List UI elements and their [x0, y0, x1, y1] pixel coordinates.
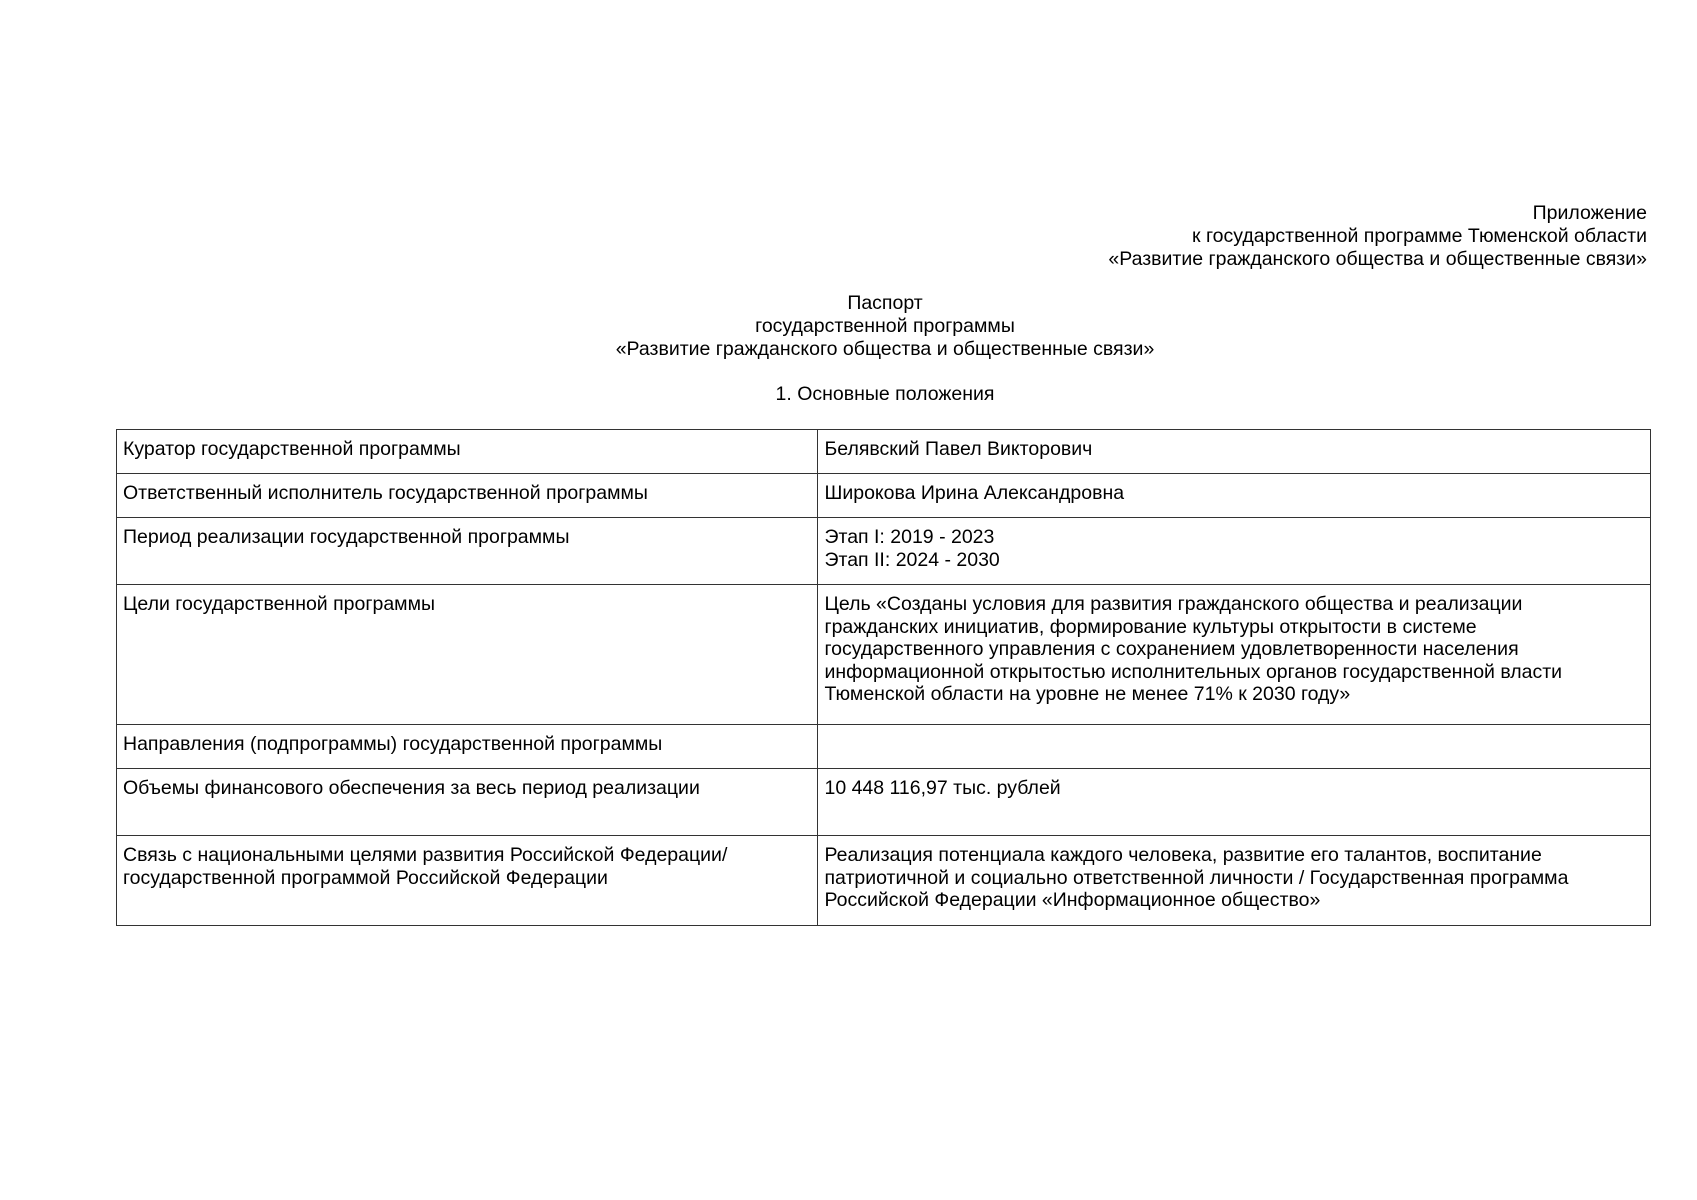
value-line: Цель «Созданы условия для развития гражданского общества и реализации	[824, 593, 1523, 615]
table-row	[117, 474, 1651, 518]
value-line: государственного управления с сохранением удовлетворенности населения	[824, 638, 1519, 660]
row-label-cell	[117, 769, 818, 836]
value-line: Реализация потенциала каждого человека, развитие его талантов, воспитание	[824, 844, 1542, 866]
appendix-line: к государственной программе Тюменской области	[1192, 225, 1647, 247]
label-line: Цели государственной программы	[123, 593, 435, 615]
row-value-cell	[818, 474, 1651, 518]
appendix-header	[1108, 202, 1647, 271]
value-line: гражданских инициатив, формирование культуры открытости в системе	[824, 615, 1477, 638]
row-label-cell	[117, 518, 818, 585]
table-row	[117, 430, 1651, 474]
label-line: Ответственный исполнитель государственной программы	[123, 482, 648, 504]
row-value-cell	[818, 518, 1651, 585]
value-line: Широкова Ирина Александровна	[824, 482, 1125, 504]
table-row	[117, 585, 1651, 725]
appendix-line: «Развитие гражданского общества и общественные связи»	[1108, 248, 1647, 270]
table-row	[117, 836, 1651, 926]
row-value-cell	[818, 769, 1651, 836]
label-line: Объемы финансового обеспечения за весь период реализации	[123, 777, 700, 799]
row-value-cell	[818, 725, 1651, 769]
value-line: Российской Федерации «Информационное общество»	[824, 889, 1321, 911]
row-label-cell	[117, 430, 818, 474]
label-line: Направления (подпрограммы) государственной программы	[123, 733, 663, 755]
value-line: патриотичной и социально ответственной личности / Государственная программа	[824, 866, 1569, 889]
row-value-cell	[818, 836, 1651, 926]
table-row	[117, 769, 1651, 836]
value-line: Белявский Павел Викторович	[824, 438, 1093, 460]
value-line: Тюменской области на уровне не менее 71% к 2030 году»	[824, 683, 1351, 705]
value-line: 10 448 116,97 тыс. рублей	[824, 777, 1061, 799]
appendix-line: Приложение	[1532, 202, 1647, 224]
section-title: 1. Основные положения	[775, 383, 995, 405]
label-line: Связь с национальными целями развития Российской Федерации/	[123, 844, 728, 866]
label-line: государственной программой Российской Федерации	[123, 866, 608, 889]
title-line: Паспорт	[847, 292, 923, 314]
title-line: государственной программы	[755, 315, 1015, 337]
value-line: Этап II: 2024 - 2030	[824, 548, 1000, 571]
table-row	[117, 725, 1651, 769]
row-value-cell	[818, 430, 1651, 474]
row-label-cell	[117, 725, 818, 769]
row-label-cell	[117, 836, 818, 926]
row-label-cell	[117, 474, 818, 518]
table-row	[117, 518, 1651, 585]
row-label-cell	[117, 585, 818, 725]
row-value-cell	[818, 585, 1651, 725]
title-line: «Развитие гражданского общества и общественные связи»	[615, 338, 1155, 360]
value-line: Этап I: 2019 - 2023	[824, 526, 995, 548]
value-line: информационной открытостью исполнительных органов государственной власти	[824, 660, 1563, 683]
document-title	[0, 292, 1697, 361]
label-line: Куратор государственной программы	[123, 438, 461, 460]
label-line: Период реализации государственной программы	[123, 526, 570, 548]
passport-table	[116, 429, 1651, 926]
